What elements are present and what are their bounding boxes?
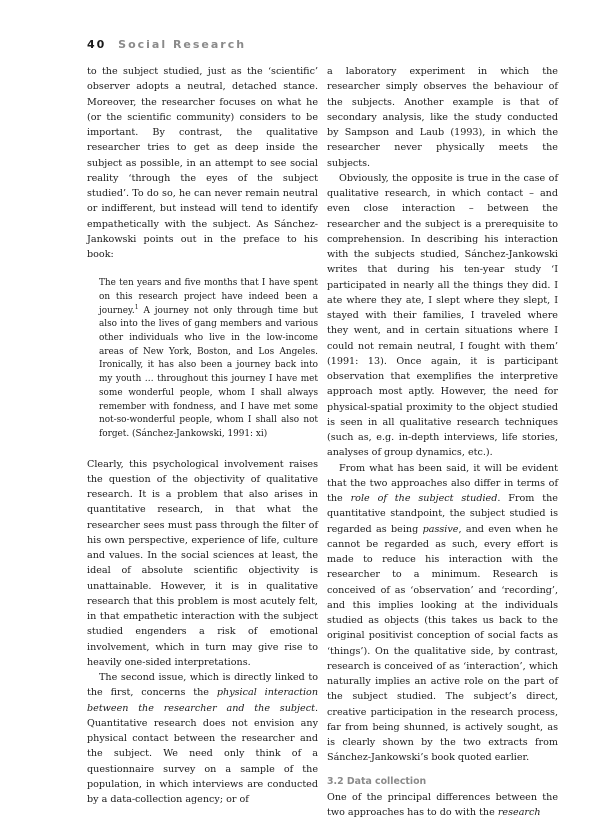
right-column xyxy=(327,64,558,820)
emphasis: physical interaction between the researcher and the subject xyxy=(87,687,318,714)
paragraph xyxy=(327,790,558,820)
paragraph xyxy=(87,670,318,807)
paragraph: a laboratory experiment in which the researcher simply observes the behaviour of the subjects. Another example is that of secondary analysis, like the study conducted by Sampson and Laub (1993), in which the researcher never physically meets the subjects. xyxy=(327,66,558,169)
footnote-marker: 1 xyxy=(134,303,139,311)
running-header xyxy=(87,38,246,51)
emphasis: passive xyxy=(422,523,459,535)
paragraph: Clearly, this psychological involvement raises the question of the objectivity of qualitative research. It is a problem that also arises in quantitative research, in that what the researcher sees must pass through the filter of his own perspective, experience of life, culture and values. In the social sciences at least, the ideal of absolute scientific objectivity is unattainable. However, it is in qualitative research that this problem is most acutely felt, in that empathetic interaction with the subject studied engenders a risk of emotional involvement, which in turn may give rise to heavily one-sided interpretations. xyxy=(87,458,318,668)
page-number: 40 xyxy=(87,38,107,51)
text-run: One of the principal differences between the two approaches has to do with the xyxy=(327,791,558,818)
text-run: From what has been said, it will be evident that the two approaches also differ in terms of the xyxy=(327,462,558,504)
emphasis: research xyxy=(497,807,541,818)
text-run: , and even when he cannot be regarded as such, every effort is made to reduce his interaction with the researcher to a minimum. Research is conceived of as ‘observation’ and ‘recording’, and this implies looking at the individuals studied as objects (this takes us back to the original positivist conception of social facts as ‘things’). On the qualitative side, by contrast, research is conceived of as ‘interaction’, which naturally implies an active role on the part of the subject studied. The subject’s direct, creative participation in the research process, far from being shunned, is actively sought, as is clearly shown by the two extracts from Sánchez-Jankowski’s book quoted earlier. xyxy=(327,523,558,764)
section-heading: 3.2 Data collection xyxy=(327,775,427,787)
quote-text-b: A journey not only through time but also into the lives of gang members and various other individuals who live in the low-income areas of New York, Boston, and Los Angeles. Ironically, it has also been a journey back into my youth … throughout this journey I have met some wonderful people, whom I shall always remember with fondness, and I have met some not-so-wonderful people, whom I shall also not forget. (Sánchez-Jankowski, 1991: xi) xyxy=(99,305,318,439)
block-quote xyxy=(99,277,318,441)
quote-text-a: The ten years and five months that I have spent on this research project have indeed been a journey. xyxy=(99,278,318,316)
text-run: The second issue, which is directly linked to the first, concerns the xyxy=(87,672,318,699)
paragraph: to the subject studied, just as the ‘scientific’ observer adopts a neutral, detached stance. Moreover, the researcher focuses on what he (or the scientific community) considers to be important. By contrast, the qualitative researcher tries to get as deep inside the subject as possible, in an attempt to see social reality ‘through the eyes of the subject studied’. To do so, he can never remain neutral or indifferent, but instead will tend to identify empathetically with the subject. As Sánchez-Jankowski points out in the preface to his book: xyxy=(87,66,318,260)
running-title: Social Research xyxy=(118,38,247,51)
paragraph xyxy=(327,461,558,766)
paragraph: Obviously, the opposite is true in the case of qualitative research, in which contact – and even close interaction – between the researcher and the subject is a prerequisite to comprehension. In describing his interaction with the subjects studied, Sánchez-Jankowski writes that during his ten-year study ‘I participated in nearly all the things they did. I ate where they ate, I slept where they slept, I stayed with their families, I traveled where they went, and in certain situations where I could not remain neutral, I fought with them’ (1991: 13). Once again, it is participant observation that exemplifies the interpretive approach most aptly. However, the need for physical-spatial proximity to the object studied is seen in all qualitative research techniques (such as, e.g. in-depth interviews, life stories, analyses of group dynamics, etc.). xyxy=(327,172,558,459)
text-run: . From the quantitative standpoint, the subject studied is regarded as being xyxy=(327,493,558,535)
left-column xyxy=(87,64,318,807)
emphasis: role of the subject studied xyxy=(350,493,498,504)
text-run: . Quantitative research does not envision any physical contact between the researcher and the subject. We need only think of a questionnaire survey on a sample of the population, in which interviews are conducted by a data-collection agency; or of xyxy=(87,702,318,806)
